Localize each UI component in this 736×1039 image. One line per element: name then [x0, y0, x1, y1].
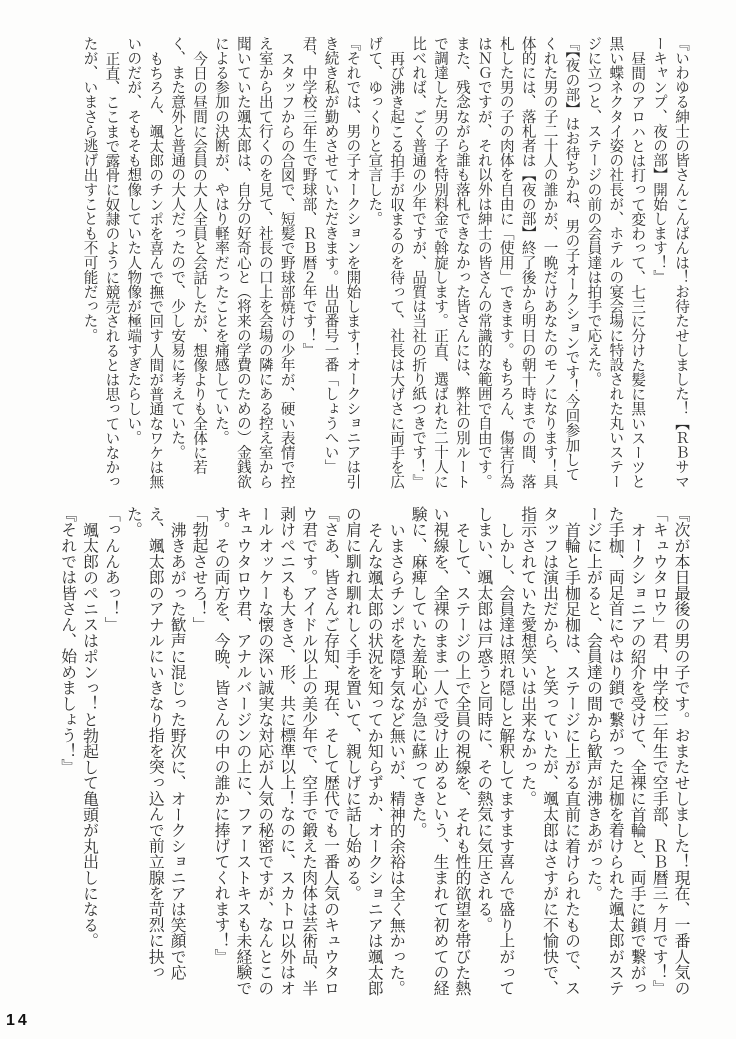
paragraph: 『それでは、男の子オークションを開始します！オークショニアは引き続き私が勤めさせていただきます。出品番号一番「しょうへい」君、中学校三年生で野球部、ＲＢ暦２年です！』 [300, 36, 361, 489]
paragraph: 正直、ここまで露骨に奴隷のように競売されるとは思っていなかったが、いまさら逃げ出すことも不可能だった。 [81, 36, 120, 489]
paragraph: 『いわゆる紳士の皆さんこんばんは！お待たせしました！【ＲＢサマーキャンプ、夜の部】開始します！』 [651, 36, 689, 489]
paragraph: もちろん、颯太郎のチンポを喜んで撫で回す人間が普通なワケは無いのだが、そもそも想像していた人物像が極端すぎたらしい。 [125, 36, 164, 489]
paragraph: 「っんんあっ！」 [102, 506, 120, 633]
paragraph: 「勃起させろ！」 [190, 506, 208, 633]
paragraph: 再び沸き起こる拍手が収まるのを待って、社長は大げさに両手を広げて、ゆっくりと宣言した。 [366, 36, 405, 489]
paragraph: 昼間のアロハとは打って変わって、七三に分けた髪に黒いスーツと黒い蝶ネクタイ姿の社長が、ホテルの宴会場に特設された丸いステージに立つと、ステージの前の会員達は拍手で応えた。 [585, 36, 646, 489]
paragraph: 『次が本日最後の男の子です。おまたせしました！現在、一番人気の「キュウタロウ」君、中学校二年生で空手部、ＲＢ暦三ヶ月です！』 [650, 506, 689, 996]
paragraph: 『それでは皆さん、始めましょう！』 [58, 506, 76, 775]
page-number: 14 [6, 1012, 30, 1029]
paragraph: 『【夜の部】はお待ちかね、男の子オークションです！今回参加してくれた男の子二十人の誰かが、一晩だけあなたのモノになります！具体的には、落札者は【夜の部】終了後から明日の朝十時までの間、落札した男の子の肉体を自由に「使用」できます。もちろん、傷害行為はＮＧですが、それ以外は紳士の皆さんの常識的な範囲で自由です。また、残念ながら誰も落札できなかった皆さんには、弊社の別ルートで調達した男の子を特別料金で斡旋します。正直、選ばれた二十人に比べれば、ごく普通の少年ですが、品質は当社の折り紙つきです！』 [410, 36, 580, 489]
paragraph: いまさらチンポを隠す気など無いが、精神的余裕は全く無かった。 [387, 521, 405, 996]
paragraph: 沸きあがった歓声に混じった野次に、オークショニアは笑顔で応え、颯太郎のアナルにいきなり指を突っ込んで前立腺を苛烈に抉った。 [124, 506, 186, 980]
paragraph: スタッフからの合図で、短髪で野球部焼けの少年が、硬い表情で控え室から出て行くのを見て、社長の口上を会場の隣にある控え室から聞いていた颯太郎は、自分の好奇心と（将来の学費のための）金銭欲による参加の決断が、やはり軽率だったことを痛感していた。 [212, 36, 295, 489]
text-block-bottom [58, 506, 691, 998]
paragraph: 今日の昼間に会員の大人全員と会話したが、想像よりも全体に若く、また意外と普通の大人だったので、少し安易に考えていた。 [169, 36, 208, 474]
text-block-top [77, 36, 691, 491]
paragraph: そんな颯太郎の状況を知ってか知らずか、オークショニアは颯太郎の肩に馴れ馴れしく手を置いて、親しげに話し始める。 [343, 506, 383, 996]
paragraph: しかし、会員達は照れ隠しと解釈してますます喜んで盛り上がってしまい、颯太郎は戸惑うと同時に、その熱気に気圧される。 [474, 506, 514, 996]
paragraph: オークショニアの紹介を受けて、全裸に首輪と、両手に鎖で繋がった手枷、両足首にやはり鎖で繋がった足枷を着けられた颯太郎がステージに上がると、会員達の間から歓声が沸きあがった。 [584, 506, 646, 996]
paragraph: 首輪と手枷足枷は、ステージに上がる直前に着けられたもので、スタッフは演出だから、と笑っていたが、颯太郎はさすがに不愉快で、指示されていた愛想笑いは出来なかった。 [518, 506, 580, 996]
paragraph: そして、ステージの上で全員の視線を、それも性的欲望を帯びた熱い視線を、全裸のまま一人で受け止めるという、生まれて初めての経験に、麻痺していた羞恥心が急に蘇ってきた。 [409, 506, 470, 996]
paragraph: 『さあ、皆さんご存知、現在、そして歴代でも一番人気のキュウタロウ君です。アイドル以上の美少年で、空手で鍛えた肉体は芸術品、半剥けペニスも大きさ、形、共に標準以上！なのに、スカトロ以外はオールオッケーな懐の深い誠実な対応が人気の秘密ですが、なんとこのキュウタロウ君、アナルバージンの上に、ファーストキスも未経験です。その両方を、今晩、皆さんの中の誰かに捧げてくれます！』 [211, 506, 339, 996]
paragraph: 颯太郎のペニスはポンっ！と勃起して亀頭が丸出しになる。 [80, 521, 98, 949]
